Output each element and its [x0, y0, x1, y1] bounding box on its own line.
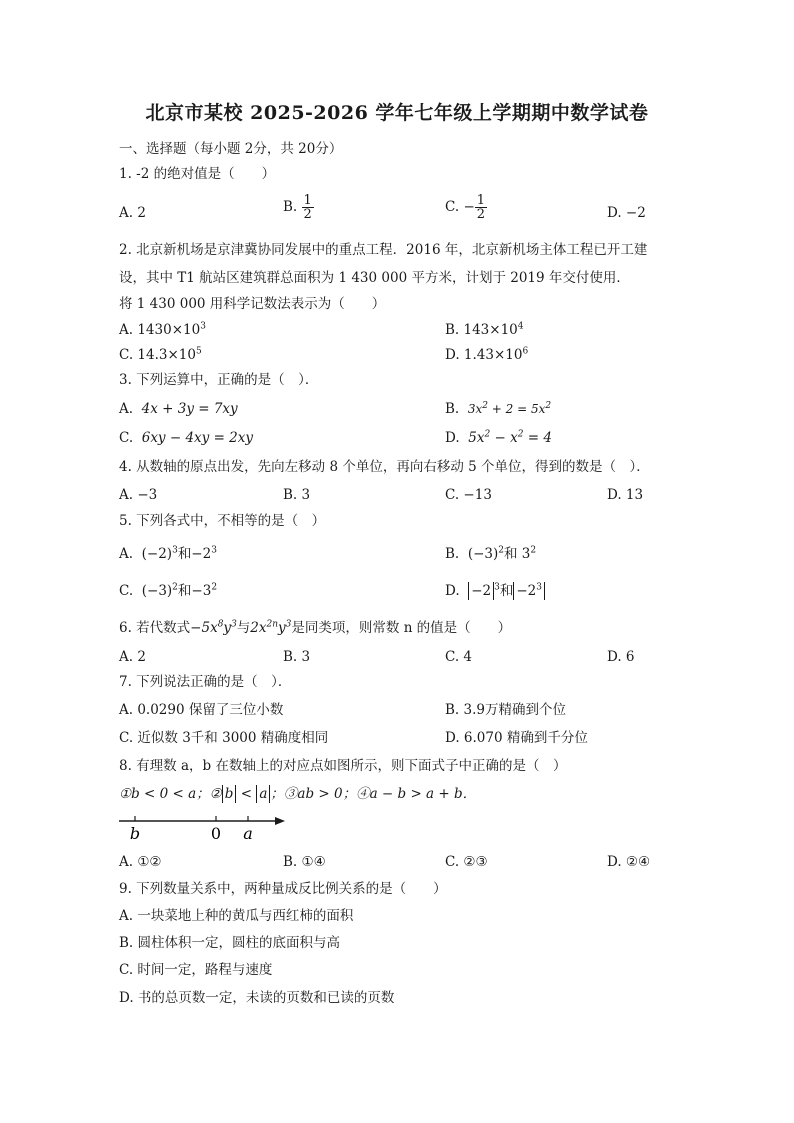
- question-6-stem: [119, 618, 511, 638]
- question-8-stem: 8. 有理数 a，b 在数轴上的对应点如图所示，则下面式子中正确的是（ ）: [119, 758, 567, 774]
- q8-abs-a: a: [256, 785, 270, 803]
- q3-d-part1: 5x: [468, 430, 485, 446]
- label-b: b: [129, 824, 141, 843]
- q5-d-exp2: 3: [536, 582, 543, 593]
- q5-d-part1: −2: [471, 583, 492, 599]
- q1-c-denominator: 2: [476, 207, 486, 222]
- q3-d-expr: [468, 430, 552, 446]
- q5-a-mid: 和−2: [177, 546, 212, 562]
- q3-option-a: [119, 399, 238, 419]
- q5-d-abs1: [468, 582, 494, 600]
- question-8-statements: [119, 784, 476, 804]
- q7-option-b: B. 3.9万精确到个位: [445, 702, 566, 718]
- q3-d-exp2: 2: [517, 429, 524, 440]
- q5-option-d: [445, 581, 545, 601]
- q5-c-prefix: C.: [119, 583, 134, 599]
- label-a: a: [243, 824, 253, 843]
- q1-option-b: [283, 194, 314, 221]
- q6-m2-exp2: 3: [285, 619, 292, 630]
- q2-b-base: B. 143×10: [445, 322, 518, 338]
- label-0: 0: [210, 824, 222, 843]
- q2-b-exp: 4: [517, 321, 524, 332]
- question-4-stem: 4. 从数轴的原点出发，先向左移动 8 个单位，再向右移动 5 个单位，得到的数是（ ）．: [119, 459, 650, 475]
- q3-d-exp1: 2: [484, 429, 491, 440]
- q4-option-d: D. 13: [607, 487, 644, 503]
- number-line-figure: [119, 812, 289, 846]
- q6-m1-exp1: 8: [217, 619, 224, 630]
- q6-m1-coef: −5x: [190, 620, 218, 636]
- q6-option-c: C. 4: [445, 649, 473, 665]
- q2-d-exp: 6: [522, 346, 529, 357]
- q5-b-exp2: 2: [530, 545, 537, 556]
- q9-option-a: A. 一块菜地上种的黄瓜与西红柿的面积: [119, 908, 354, 924]
- q1-b-numerator: 1: [303, 193, 312, 208]
- q2-a-base: A. 1430×10: [119, 322, 201, 338]
- q5-d-abs2: [513, 582, 545, 600]
- q3-b-part1: 3x: [467, 402, 483, 416]
- q3-d-part3: = 4: [523, 430, 552, 446]
- q5-c-mid: 和−3: [177, 583, 212, 599]
- q5-c-exp1: 2: [172, 582, 178, 593]
- q1-c-numerator: 1: [476, 193, 486, 208]
- q6-m2-var: y: [278, 620, 286, 636]
- q6-option-d: D. 6: [607, 649, 635, 665]
- q9-option-c: C. 时间一定，路程与速度: [119, 962, 273, 978]
- q2-option-b: [445, 320, 524, 340]
- q3-b-exp2: 2: [545, 401, 552, 411]
- q3-c-expr: 6xy − 4xy = 2xy: [141, 430, 254, 446]
- q3-d-prefix: D.: [445, 430, 460, 446]
- q6-joiner: 与: [236, 620, 251, 636]
- q3-b-part2: + 2 = 5x: [487, 402, 546, 416]
- q1-b-denominator: 2: [303, 207, 312, 222]
- q2-option-a: [119, 320, 206, 340]
- q8-option-c: C. ②③: [445, 854, 488, 870]
- q5-b-part1: (−3): [467, 546, 499, 562]
- q3-option-b: [445, 399, 551, 419]
- q6-m1-exp2: 3: [231, 619, 237, 630]
- q6-monomial-2: [250, 620, 291, 636]
- question-3-stem: 3. 下列运算中，正确的是（ ）．: [119, 372, 319, 388]
- q1-option-a: A. 2: [119, 205, 146, 221]
- q5-a-exp2: 3: [211, 545, 217, 556]
- q8-statement-part2: ；③ab > 0；④a − b > a + b．: [270, 786, 477, 802]
- q1-c-sign: −: [463, 199, 475, 215]
- question-2-line1: 2. 北京新机场是京津冀协同发展中的重点工程．2016 年，北京新机场主体工程已开工建: [119, 242, 648, 258]
- q6-option-b: B. 3: [283, 649, 311, 665]
- q8-option-a: A. ①②: [119, 854, 162, 870]
- q6-m2-exp1: 2n: [266, 619, 279, 630]
- q6-stem-pre: 6. 若代数式: [119, 620, 191, 636]
- exam-title: 北京市某校 2025-2026 学年七年级上学期期中数学试卷: [145, 102, 649, 124]
- q5-b-prefix: B.: [445, 546, 460, 562]
- q1-c-prefix: C.: [445, 199, 460, 215]
- q6-m1-var: y: [223, 620, 232, 636]
- q4-option-b: B. 3: [283, 487, 311, 503]
- question-2-line3: 将 1 430 000 用科学记数法表示为（ ）: [119, 296, 386, 312]
- q5-option-b: [445, 544, 536, 564]
- q5-b-exp1: 2: [498, 545, 504, 556]
- q5-d-part2: −2: [516, 583, 537, 599]
- q2-a-exp: 3: [200, 321, 206, 332]
- q8-abs-b: b: [222, 785, 237, 803]
- q3-option-c: [119, 428, 253, 448]
- q8-option-b: B. ①④: [283, 854, 326, 870]
- q3-a-expr: 4x + 3y = 7xy: [141, 401, 238, 417]
- q1-option-d: D. −2: [607, 205, 646, 221]
- number-line-arrow: [275, 817, 285, 825]
- q2-c-exp: 5: [195, 346, 202, 357]
- q8-less-than: <: [236, 786, 257, 802]
- q7-option-a: A. 0.0290 保留了三位小数: [119, 702, 284, 718]
- q5-b-mid: 和 3: [503, 546, 531, 562]
- q8-option-d: D. ②④: [607, 854, 651, 870]
- q1-b-fraction: [302, 194, 314, 221]
- q1-c-fraction: [475, 194, 487, 221]
- q6-option-a: A. 2: [119, 649, 146, 665]
- question-9-stem: 9. 下列数量关系中，两种量成反比例关系的是（ ）: [119, 881, 447, 897]
- q9-option-d: D. 书的总页数一定，未读的页数和已读的页数: [119, 990, 395, 1006]
- q5-a-exp1: 3: [172, 545, 178, 556]
- q2-c-base: C. 14.3×10: [119, 347, 196, 363]
- question-5-stem: 5. 下列各式中，不相等的是（ ）: [119, 513, 326, 529]
- question-7-stem: 7. 下列说法正确的是（ ）．: [119, 674, 292, 690]
- q2-d-base: D. 1.43×10: [445, 347, 523, 363]
- q5-d-exp1: 3: [494, 582, 500, 593]
- q5-d-mid: 和: [499, 583, 514, 599]
- q1-b-prefix: B.: [283, 199, 298, 215]
- q3-b-expr: [468, 402, 551, 416]
- q7-option-d: D. 6.070 精确到千分位: [445, 730, 588, 746]
- question-2-line2: 设，其中 T1 航站区建筑群总面积为 1 430 000 平方米，计划于 2019 年交付使用．: [119, 270, 630, 286]
- q7-option-c: C. 近似数 3千和 3000 精确度相同: [119, 730, 329, 746]
- q2-option-d: [445, 345, 528, 365]
- q3-c-prefix: C.: [119, 430, 134, 446]
- q3-a-prefix: A.: [119, 401, 134, 417]
- q5-c-part1: (−3): [141, 583, 173, 599]
- q5-a-part1: (−2): [141, 546, 173, 562]
- q3-option-d: [445, 428, 552, 448]
- q3-b-exp1: 2: [482, 401, 488, 411]
- q6-m2-coef: 2x: [250, 620, 267, 636]
- section-heading: 一、选择题（每小题 2分，共 20分）: [119, 141, 343, 157]
- q1-option-c: [445, 194, 487, 221]
- q5-c-exp2: 2: [211, 582, 218, 593]
- q5-option-a: [119, 544, 217, 564]
- q4-option-a: A. −3: [119, 487, 158, 503]
- q3-d-part2: − x: [490, 430, 518, 446]
- q2-option-c: [119, 345, 202, 365]
- q5-a-prefix: A.: [119, 546, 134, 562]
- q5-option-c: [119, 581, 217, 601]
- question-1-stem: 1. -2 的绝对值是（ ）: [119, 166, 276, 182]
- q4-option-c: C. −13: [445, 487, 492, 503]
- q5-d-prefix: D.: [445, 583, 460, 599]
- q3-b-prefix: B.: [445, 401, 460, 417]
- q6-stem-post: 是同类项，则常数 n 的值是（ ）: [291, 620, 512, 636]
- q6-monomial-1: [190, 620, 237, 636]
- q8-statement-part1: ①b < 0 < a；②: [119, 786, 222, 802]
- q9-option-b: B. 圆柱体积一定，圆柱的底面积与高: [119, 935, 341, 951]
